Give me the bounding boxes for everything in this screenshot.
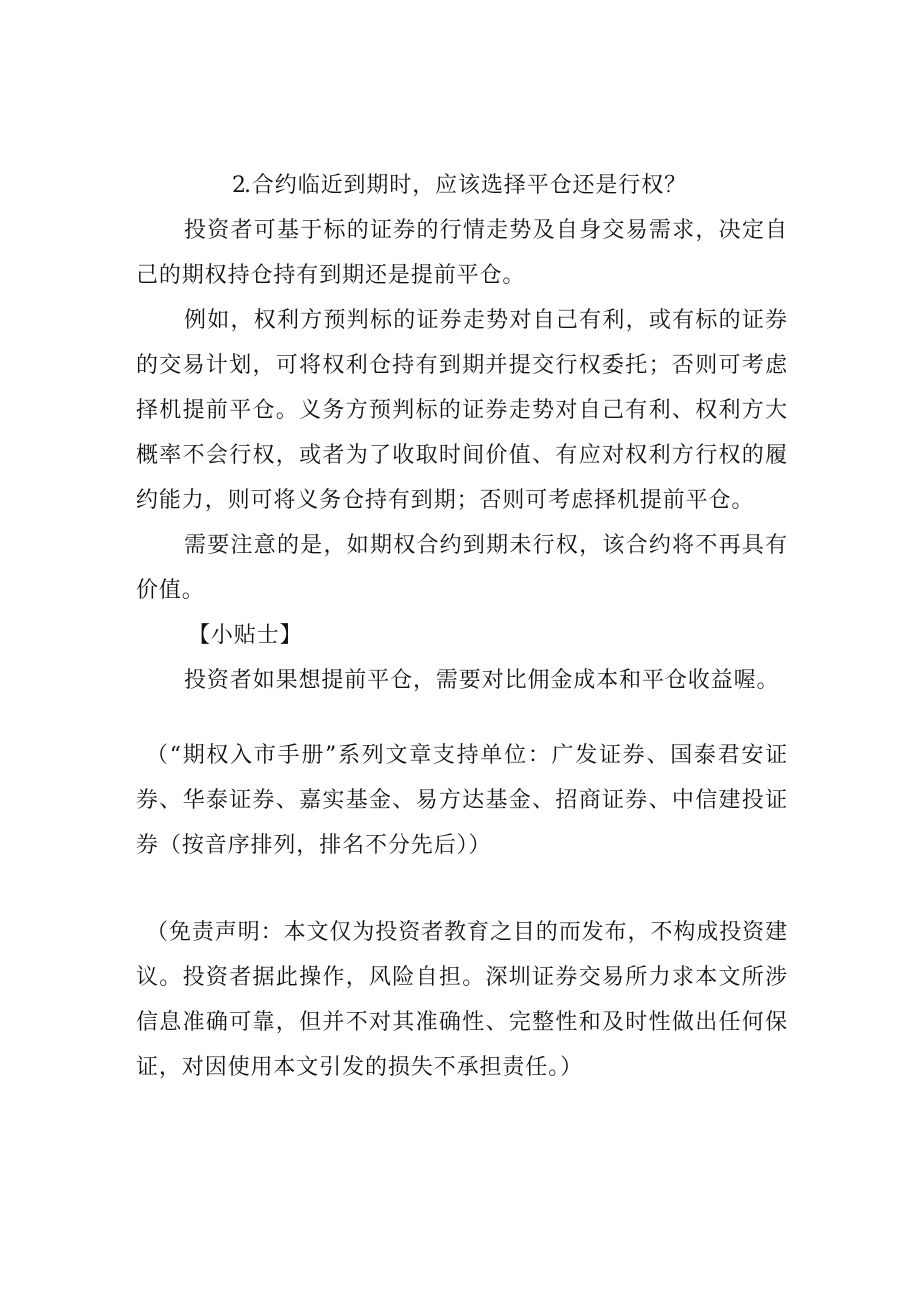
spacer [136,868,788,910]
section-title: .合约临近到期时，应该选择平仓还是行权？ [244,173,687,198]
tip-title: 【小贴士】 [188,623,303,648]
paragraph-2: 例如，权利方预判标的证券走势对自己有利，或有标的证券的交易计划，可将权利仓持有到期并提交行权委托；否则可考虑择机提前平仓。义务方预判标的证券走势对自己有利、权利方大概率不会行权，或者为了收取时间价值、有应对权利方行权的履约能力，则可将义务仓持有到期；否则可考虑择机提前平仓。 [136,308,788,513]
section-heading [136,163,788,208]
support-note: （“期权入市手册”系列文章支持单位：广发证券、国泰君安证券、华泰证券、嘉实基金、易方达基金、招商证券、中信建投证券（按音序排列，排名不分先后）） [136,743,788,858]
paragraph-3: 需要注意的是，如期权合约到期未行权，该合约将不再具有价值。 [136,533,788,603]
document-body [136,163,788,1090]
spacer [136,703,788,733]
tip-text: 投资者如果想提前平仓，需要对比佣金成本和平仓收益喔。 [184,668,780,693]
paragraph-1: 投资者可基于标的证券的行情走势及自身交易需求，决定自己的期权持仓持有到期还是提前平仓。 [136,218,788,288]
disclaimer: （免责声明：本文仅为投资者教育之目的而发布，不构成投资建议。投资者据此操作，风险自担。深圳证券交易所力求本文所涉信息准确可靠，但并不对其准确性、完整性和及时性做出任何保证，对因使用本文引发的损失不承担责任。） [136,920,788,1080]
section-number: 2 [232,173,247,198]
